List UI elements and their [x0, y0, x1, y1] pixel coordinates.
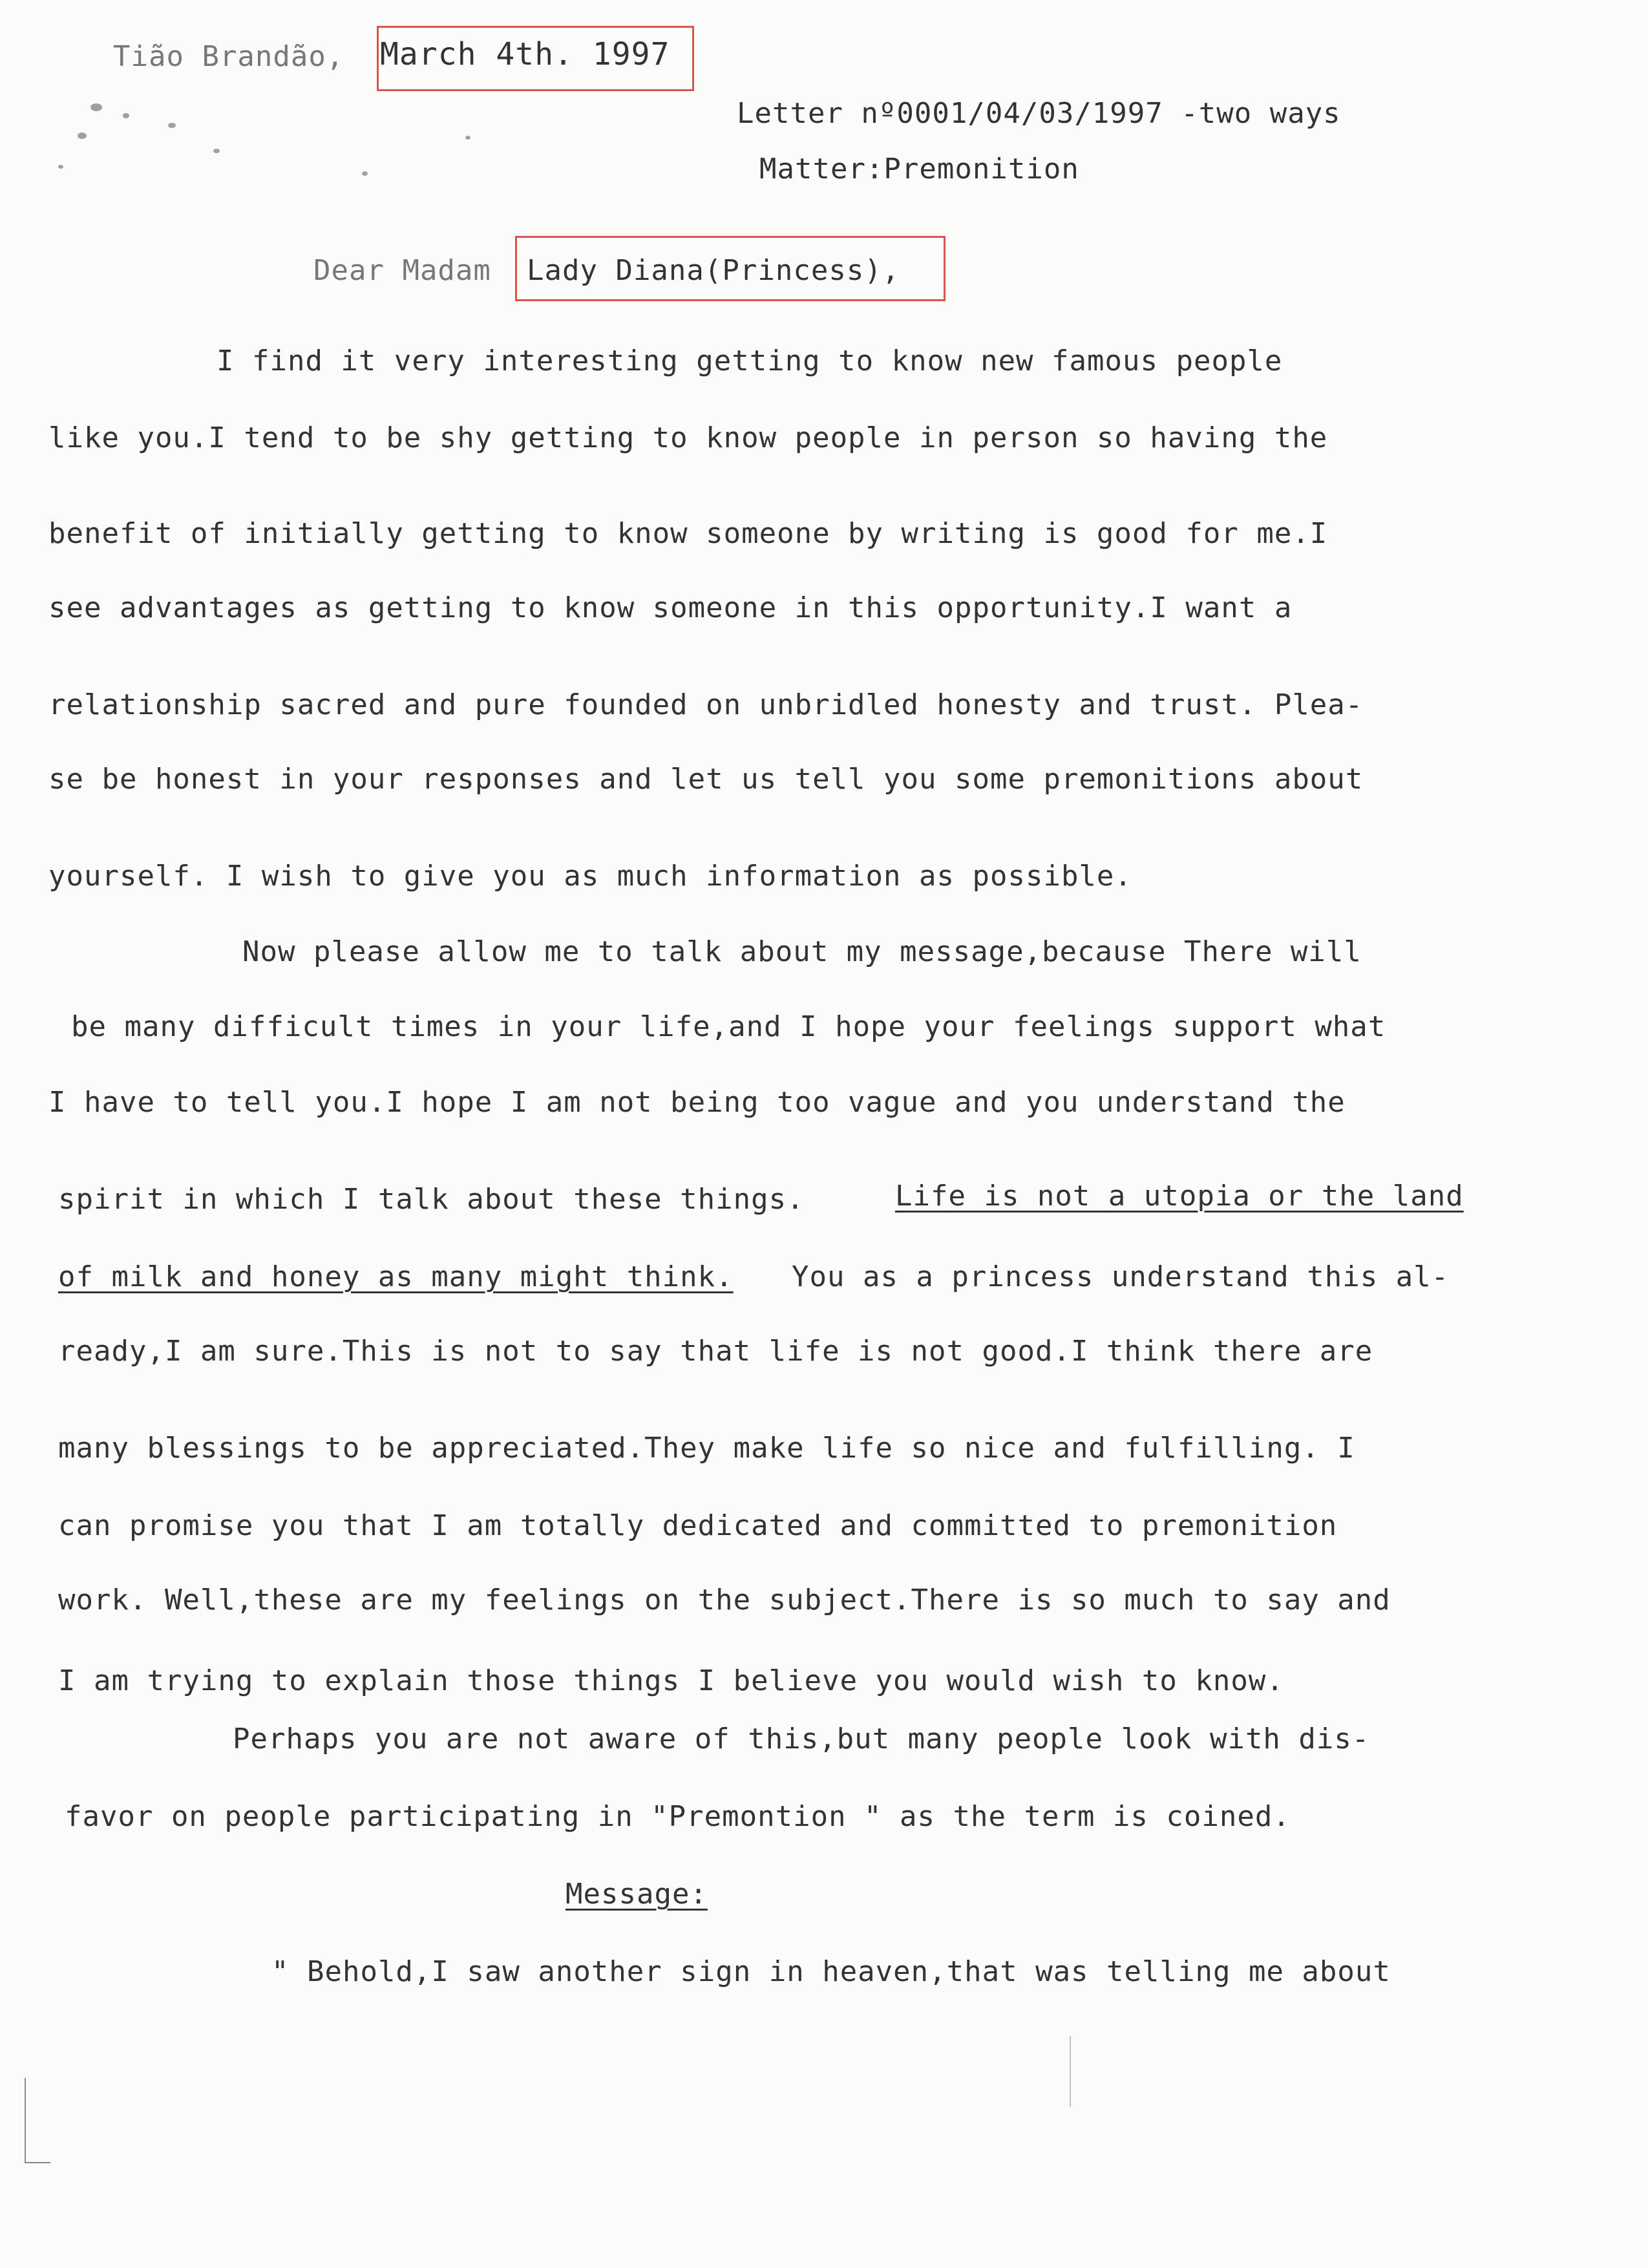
ink-speck	[78, 132, 87, 139]
body-line: can promise you that I am totally dedicated and committed to premonition	[58, 1509, 1338, 1542]
letter-reference: Letter nº0001/04/03/1997 -two ways	[737, 97, 1341, 130]
body-line: yourself. I wish to give you as much information as possible.	[48, 860, 1132, 893]
body-line: spirit in which I talk about these things.	[58, 1183, 805, 1216]
salutation-name: Lady Diana(Princess),	[527, 254, 900, 287]
body-line: see advantages as getting to know someone in this opportunity.I want a	[48, 591, 1293, 624]
letter-date: March 4th. 1997	[380, 36, 670, 72]
margin-mark	[25, 2162, 50, 2163]
ink-speck	[123, 113, 129, 118]
body-line: like you.I tend to be shy getting to know people in person so having the	[48, 421, 1328, 454]
body-line: favor on people participating in "Premontion " as the term is coined.	[65, 1800, 1291, 1833]
ink-speck	[168, 123, 176, 128]
body-line: You as a princess understand this al-	[792, 1260, 1450, 1293]
body-line: be many difficult times in your life,and I hope your feelings support what	[71, 1010, 1386, 1043]
body-line: I have to tell you.I hope I am not being too vague and you understand the	[48, 1086, 1346, 1119]
margin-mark	[25, 2078, 26, 2162]
message-heading: Message:	[565, 1878, 708, 1911]
underlined-phrase: of milk and honey as many might think.	[58, 1260, 734, 1293]
ink-speck	[362, 171, 368, 176]
body-line: I am trying to explain those things I believe you would wish to know.	[58, 1664, 1284, 1697]
body-line: Perhaps you are not aware of this,but many people look with dis-	[233, 1722, 1370, 1755]
body-line: many blessings to be appreciated.They make life so nice and fulfilling. I	[58, 1432, 1355, 1465]
body-line: I find it very interesting getting to know new famous people	[217, 344, 1283, 377]
date-highlight-box	[377, 26, 694, 91]
letter-matter: Matter:Premonition	[759, 153, 1079, 185]
sender-place: Tião Brandão,	[113, 40, 344, 73]
ink-speck	[58, 165, 63, 169]
body-line: relationship sacred and pure founded on unbridled honesty and trust. Plea-	[48, 688, 1364, 721]
salutation-prefix: Dear Madam	[313, 254, 491, 287]
ink-speck	[213, 149, 220, 153]
name-highlight-box	[515, 236, 945, 301]
body-line: se be honest in your responses and let us tell you some premonitions about	[48, 763, 1364, 796]
body-line: work. Well,these are my feelings on the subject.There is so much to say and	[58, 1584, 1391, 1616]
message-quote-line: " Behold,I saw another sign in heaven,that was telling me about	[271, 1955, 1391, 1988]
body-line: Now please allow me to talk about my message,because There will	[242, 935, 1362, 968]
body-line: benefit of initially getting to know someone by writing is good for me.I	[48, 517, 1328, 550]
underlined-phrase: Life is not a utopia or the land	[895, 1180, 1464, 1213]
ink-speck	[90, 103, 102, 111]
margin-mark	[1070, 2036, 1071, 2107]
ink-speck	[465, 136, 470, 140]
body-line: ready,I am sure.This is not to say that life is not good.I think there are	[58, 1335, 1373, 1368]
